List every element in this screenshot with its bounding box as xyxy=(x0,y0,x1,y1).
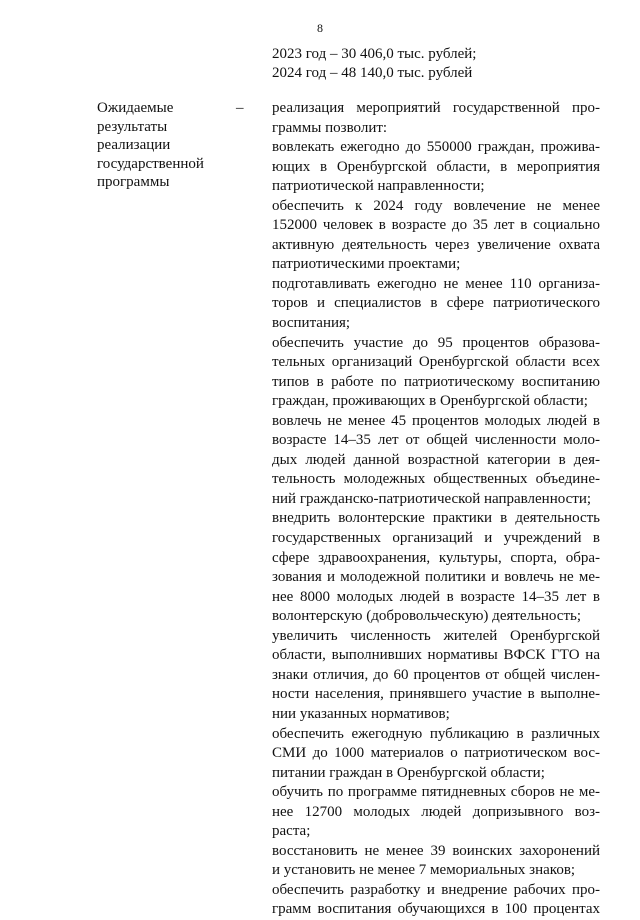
text-line: возрасте 14–35 лет от общей численности моло- xyxy=(272,432,600,449)
text-line: реализация мероприятий государственной про- xyxy=(272,100,600,116)
text-line: ющих в Оренбургской области, в мероприятия xyxy=(272,158,600,175)
text-line: сфере здравоохранения, культуры, спорта, обра- xyxy=(272,549,600,566)
text-line: нее 12700 молодых людей допризывного воз- xyxy=(272,803,600,820)
page-number: 8 xyxy=(317,21,323,35)
text-line: обеспечить ежегодную публикацию в различных xyxy=(272,725,600,742)
section-label xyxy=(97,99,227,192)
text-line: зования и молодежной политики и вовлечь не ме- xyxy=(272,569,600,586)
text-line: увеличить численность жителей Оренбургской xyxy=(272,627,600,644)
text-line: внедрить волонтерские практики в деятельность xyxy=(272,510,600,527)
text-line: 152000 человек в возрасте до 35 лет в социально xyxy=(272,217,600,234)
text-line: восстановить не менее 39 воинских захоронений xyxy=(272,842,600,859)
text-line: волонтерскую (добровольческую) деятельность; xyxy=(272,608,582,625)
text-line: тельных организаций Оренбургской области всех xyxy=(272,354,600,371)
section-label-line: государственной xyxy=(97,155,204,172)
text-line: государственных организаций и учреждений в xyxy=(272,530,600,547)
budget-line-2023: 2023 год – 30 406,0 тыс. рублей; xyxy=(272,46,477,62)
text-line: обеспечить участие до 95 процентов образова- xyxy=(272,334,600,351)
section-label-line: результаты xyxy=(97,118,168,135)
section-label-line: реализации xyxy=(97,137,171,153)
text-line: подготавливать ежегодно не менее 110 организа- xyxy=(272,275,600,292)
text-line: активную деятельность через увеличение охвата xyxy=(272,236,600,253)
text-line: знаки отличия, до 60 процентов от общей числен- xyxy=(272,666,600,683)
text-line: обеспечить к 2024 году вовлечение не менее xyxy=(272,197,600,214)
budget-line-2024: 2024 год – 48 140,0 тыс. рублей xyxy=(272,65,473,81)
text-line: граждан, проживающих в Оренбургской области; xyxy=(272,393,588,410)
text-line: патриотическими проектами; xyxy=(272,256,461,273)
text-line: и установить не менее 7 мемориальных знаков; xyxy=(272,862,576,879)
text-line: нее 8000 молодых людей в возрасте 14–35 лет в xyxy=(272,588,600,605)
text-line: дых людей данной возрастной категории в дея- xyxy=(272,451,600,468)
budget-figures xyxy=(272,45,602,83)
text-line: вовлечь не менее 45 процентов молодых людей в xyxy=(272,412,600,429)
text-line: типов в работе по патриотическому воспитанию xyxy=(272,373,600,390)
section-label-line: Ожидаемые xyxy=(97,100,174,116)
text-line: питании граждан в Оренбургской области; xyxy=(272,764,545,781)
text-line: обучить по программе пятидневных сборов не ме- xyxy=(272,784,600,801)
text-line: граммы позволит: xyxy=(272,119,388,136)
section-label-line: программы xyxy=(97,174,170,190)
text-line: торов и специалистов в сфере патриотического xyxy=(272,295,600,312)
text-line: нии указанных нормативов; xyxy=(272,705,450,722)
text-line: СМИ до 1000 материалов о патриотическом вос- xyxy=(272,745,600,762)
text-line: грамм воспитания обучающихся в 100 процентах xyxy=(272,901,600,918)
expected-results-text xyxy=(272,99,600,920)
text-line: ности населения, принявшего участие в выполне- xyxy=(272,686,600,703)
text-line: раста; xyxy=(272,823,311,840)
text-line: воспитания; xyxy=(272,315,351,332)
text-line: патриотической направленности; xyxy=(272,178,485,195)
text-line: вовлекать ежегодно до 550000 граждан, прожива- xyxy=(272,139,600,156)
label-dash: – xyxy=(236,100,244,116)
text-line: ний гражданско-патриотической направленности; xyxy=(272,490,592,507)
text-line: обеспечить разработку и внедрение рабочих про- xyxy=(272,881,600,898)
text-line: области, выполнивших нормативы ВФСК ГТО на xyxy=(272,647,600,664)
text-line: тельность молодежных общественных объедине- xyxy=(272,471,600,488)
